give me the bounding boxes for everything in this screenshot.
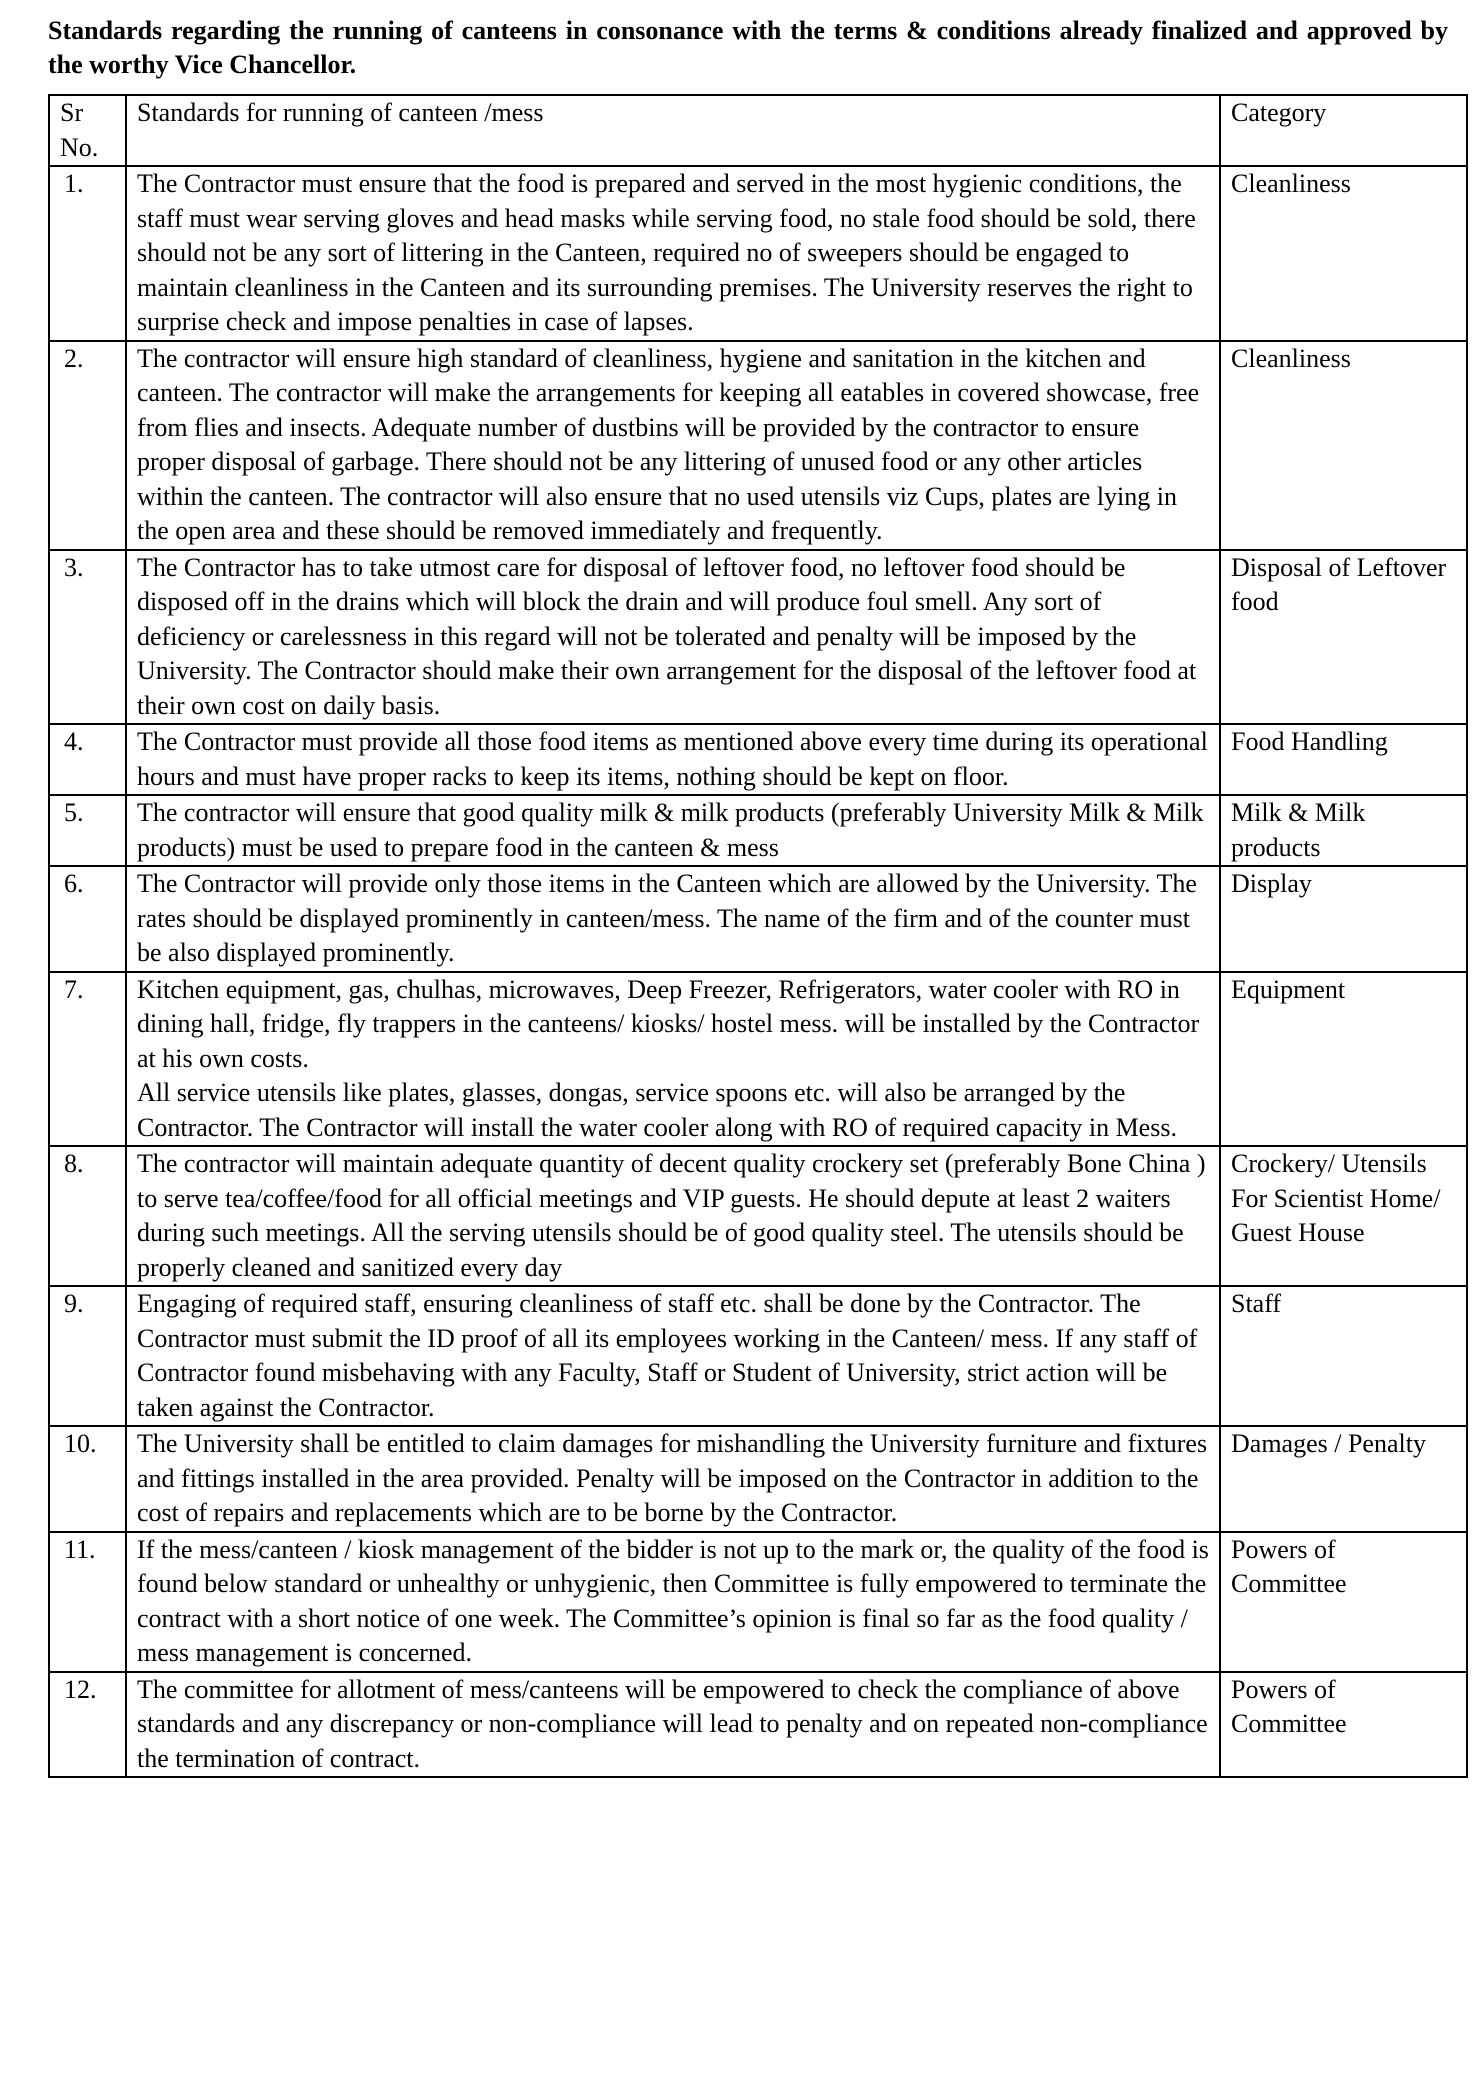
standards-table [48, 94, 1468, 1778]
row-category: Powers of Committee [1220, 1672, 1467, 1778]
row-category: Cleanliness [1220, 166, 1467, 341]
row-category: Crockery/ Utensils For Scientist Home/ Guest House [1220, 1146, 1467, 1286]
row-standard: The Contractor has to take utmost care for disposal of leftover food, no leftover food should be disposed off in the drains which will block the drain and will produce foul smell. Any sort of deficiency or carelessness in this regard will not be tolerated and penalty will be imposed by the University. The Contractor should make their own arrangement for the disposal of the leftover food at their own cost on daily basis. [126, 550, 1220, 725]
row-sr-no: 3. [49, 550, 126, 725]
table-row [49, 1286, 1467, 1426]
row-standard: Engaging of required staff, ensuring cleanliness of staff etc. shall be done by the Contractor. The Contractor must submit the ID proof of all its employees working in the Canteen/ mess. If any staff of Contractor found misbehaving with any Faculty, Staff or Student of University, strict action will be taken against the Contractor. [126, 1286, 1220, 1426]
row-category: Damages / Penalty [1220, 1426, 1467, 1532]
row-standard: The Contractor will provide only those items in the Canteen which are allowed by the University. The rates should be displayed prominently in canteen/mess. The name of the firm and of the counter must be also displayed prominently. [126, 866, 1220, 972]
table-row [49, 795, 1467, 866]
header-category: Category [1220, 95, 1467, 166]
row-category: Display [1220, 866, 1467, 972]
row-sr-no: 2. [49, 341, 126, 550]
row-category: Staff [1220, 1286, 1467, 1426]
row-sr-no: 11. [49, 1532, 126, 1672]
row-category: Powers of Committee [1220, 1532, 1467, 1672]
table-row [49, 1672, 1467, 1778]
table-row [49, 341, 1467, 550]
row-sr-no: 12. [49, 1672, 126, 1778]
row-standard: The Contractor must ensure that the food is prepared and served in the most hygienic conditions, the staff must wear serving gloves and head masks while serving food, no stale food should be sold, there should not be any sort of littering in the Canteen, required no of sweepers should be engaged to maintain cleanliness in the Canteen and its surrounding premises. The University reserves the right to surprise check and impose penalties in case of lapses. [126, 166, 1220, 341]
row-standard: The contractor will ensure that good quality milk & milk products (preferably University Milk & Milk products) must be used to prepare food in the canteen & mess [126, 795, 1220, 866]
row-category: Food Handling [1220, 724, 1467, 795]
table-row [49, 550, 1467, 725]
header-sr-no: Sr No. [49, 95, 126, 166]
document-heading: Standards regarding the running of canteens in consonance with the terms & conditions already finalized and approved by the worthy Vice Chancellor. [48, 16, 1448, 79]
row-sr-no: 10. [49, 1426, 126, 1532]
table-row [49, 972, 1467, 1147]
row-standard-paragraph: Kitchen equipment, gas, chulhas, microwaves, Deep Freezer, Refrigerators, water cooler with RO in dining hall, fridge, fly trappers in the canteens/ kiosks/ hostel mess. will be installed by the Contractor at his own costs. [137, 974, 1200, 1073]
row-sr-no: 6. [49, 866, 126, 972]
table-row [49, 166, 1467, 341]
row-standard-paragraph: All service utensils like plates, glasses, dongas, service spoons etc. will also be arranged by the Contractor. The Contractor will install the water cooler along with RO of required capacity in Mess. [137, 1078, 1177, 1142]
row-sr-no: 9. [49, 1286, 126, 1426]
row-standard [126, 972, 1220, 1147]
row-standard: The contractor will maintain adequate quantity of decent quality crockery set (preferably Bone China ) to serve tea/coffee/food for all official meetings and VIP guests. He should depute at least 2 waiters during such meetings. All the serving utensils should be of good quality steel. The utensils should be properly cleaned and sanitized every day [126, 1146, 1220, 1286]
table-header-row [49, 95, 1467, 166]
row-category: Milk & Milk products [1220, 795, 1467, 866]
row-sr-no: 5. [49, 795, 126, 866]
row-category: Disposal of Leftover food [1220, 550, 1467, 725]
document-page [48, 14, 1448, 1778]
row-category: Cleanliness [1220, 341, 1467, 550]
header-standard: Standards for running of canteen /mess [126, 95, 1220, 166]
row-standard: The committee for allotment of mess/canteens will be empowered to check the compliance of above standards and any discrepancy or non-compliance will lead to penalty and on repeated non-compliance the termination of contract. [126, 1672, 1220, 1778]
row-standard: If the mess/canteen / kiosk management of the bidder is not up to the mark or, the quality of the food is found below standard or unhealthy or unhygienic, then Committee is fully empowered to terminate the contract with a short notice of one week. The Committee’s opinion is final so far as the food quality / mess management is concerned. [126, 1532, 1220, 1672]
table-row [49, 724, 1467, 795]
row-standard: The Contractor must provide all those food items as mentioned above every time during its operational hours and must have proper racks to keep its items, nothing should be kept on floor. [126, 724, 1220, 795]
row-sr-no: 1. [49, 166, 126, 341]
table-row [49, 1426, 1467, 1532]
row-sr-no: 4. [49, 724, 126, 795]
table-row [49, 1146, 1467, 1286]
row-sr-no: 7. [49, 972, 126, 1147]
row-category: Equipment [1220, 972, 1467, 1147]
table-row [49, 866, 1467, 972]
row-standard: The University shall be entitled to claim damages for mishandling the University furniture and fixtures and fittings installed in the area provided. Penalty will be imposed on the Contractor in addition to the cost of repairs and replacements which are to be borne by the Contractor. [126, 1426, 1220, 1532]
row-standard: The contractor will ensure high standard of cleanliness, hygiene and sanitation in the kitchen and canteen. The contractor will make the arrangements for keeping all eatables in covered showcase, free from flies and insects. Adequate number of dustbins will be provided by the contractor to ensure proper disposal of garbage. There should not be any littering of unused food or any other articles within the canteen. The contractor will also ensure that no used utensils viz Cups, plates are lying in the open area and these should be removed immediately and frequently. [126, 341, 1220, 550]
row-sr-no: 8. [49, 1146, 126, 1286]
table-row [49, 1532, 1467, 1672]
